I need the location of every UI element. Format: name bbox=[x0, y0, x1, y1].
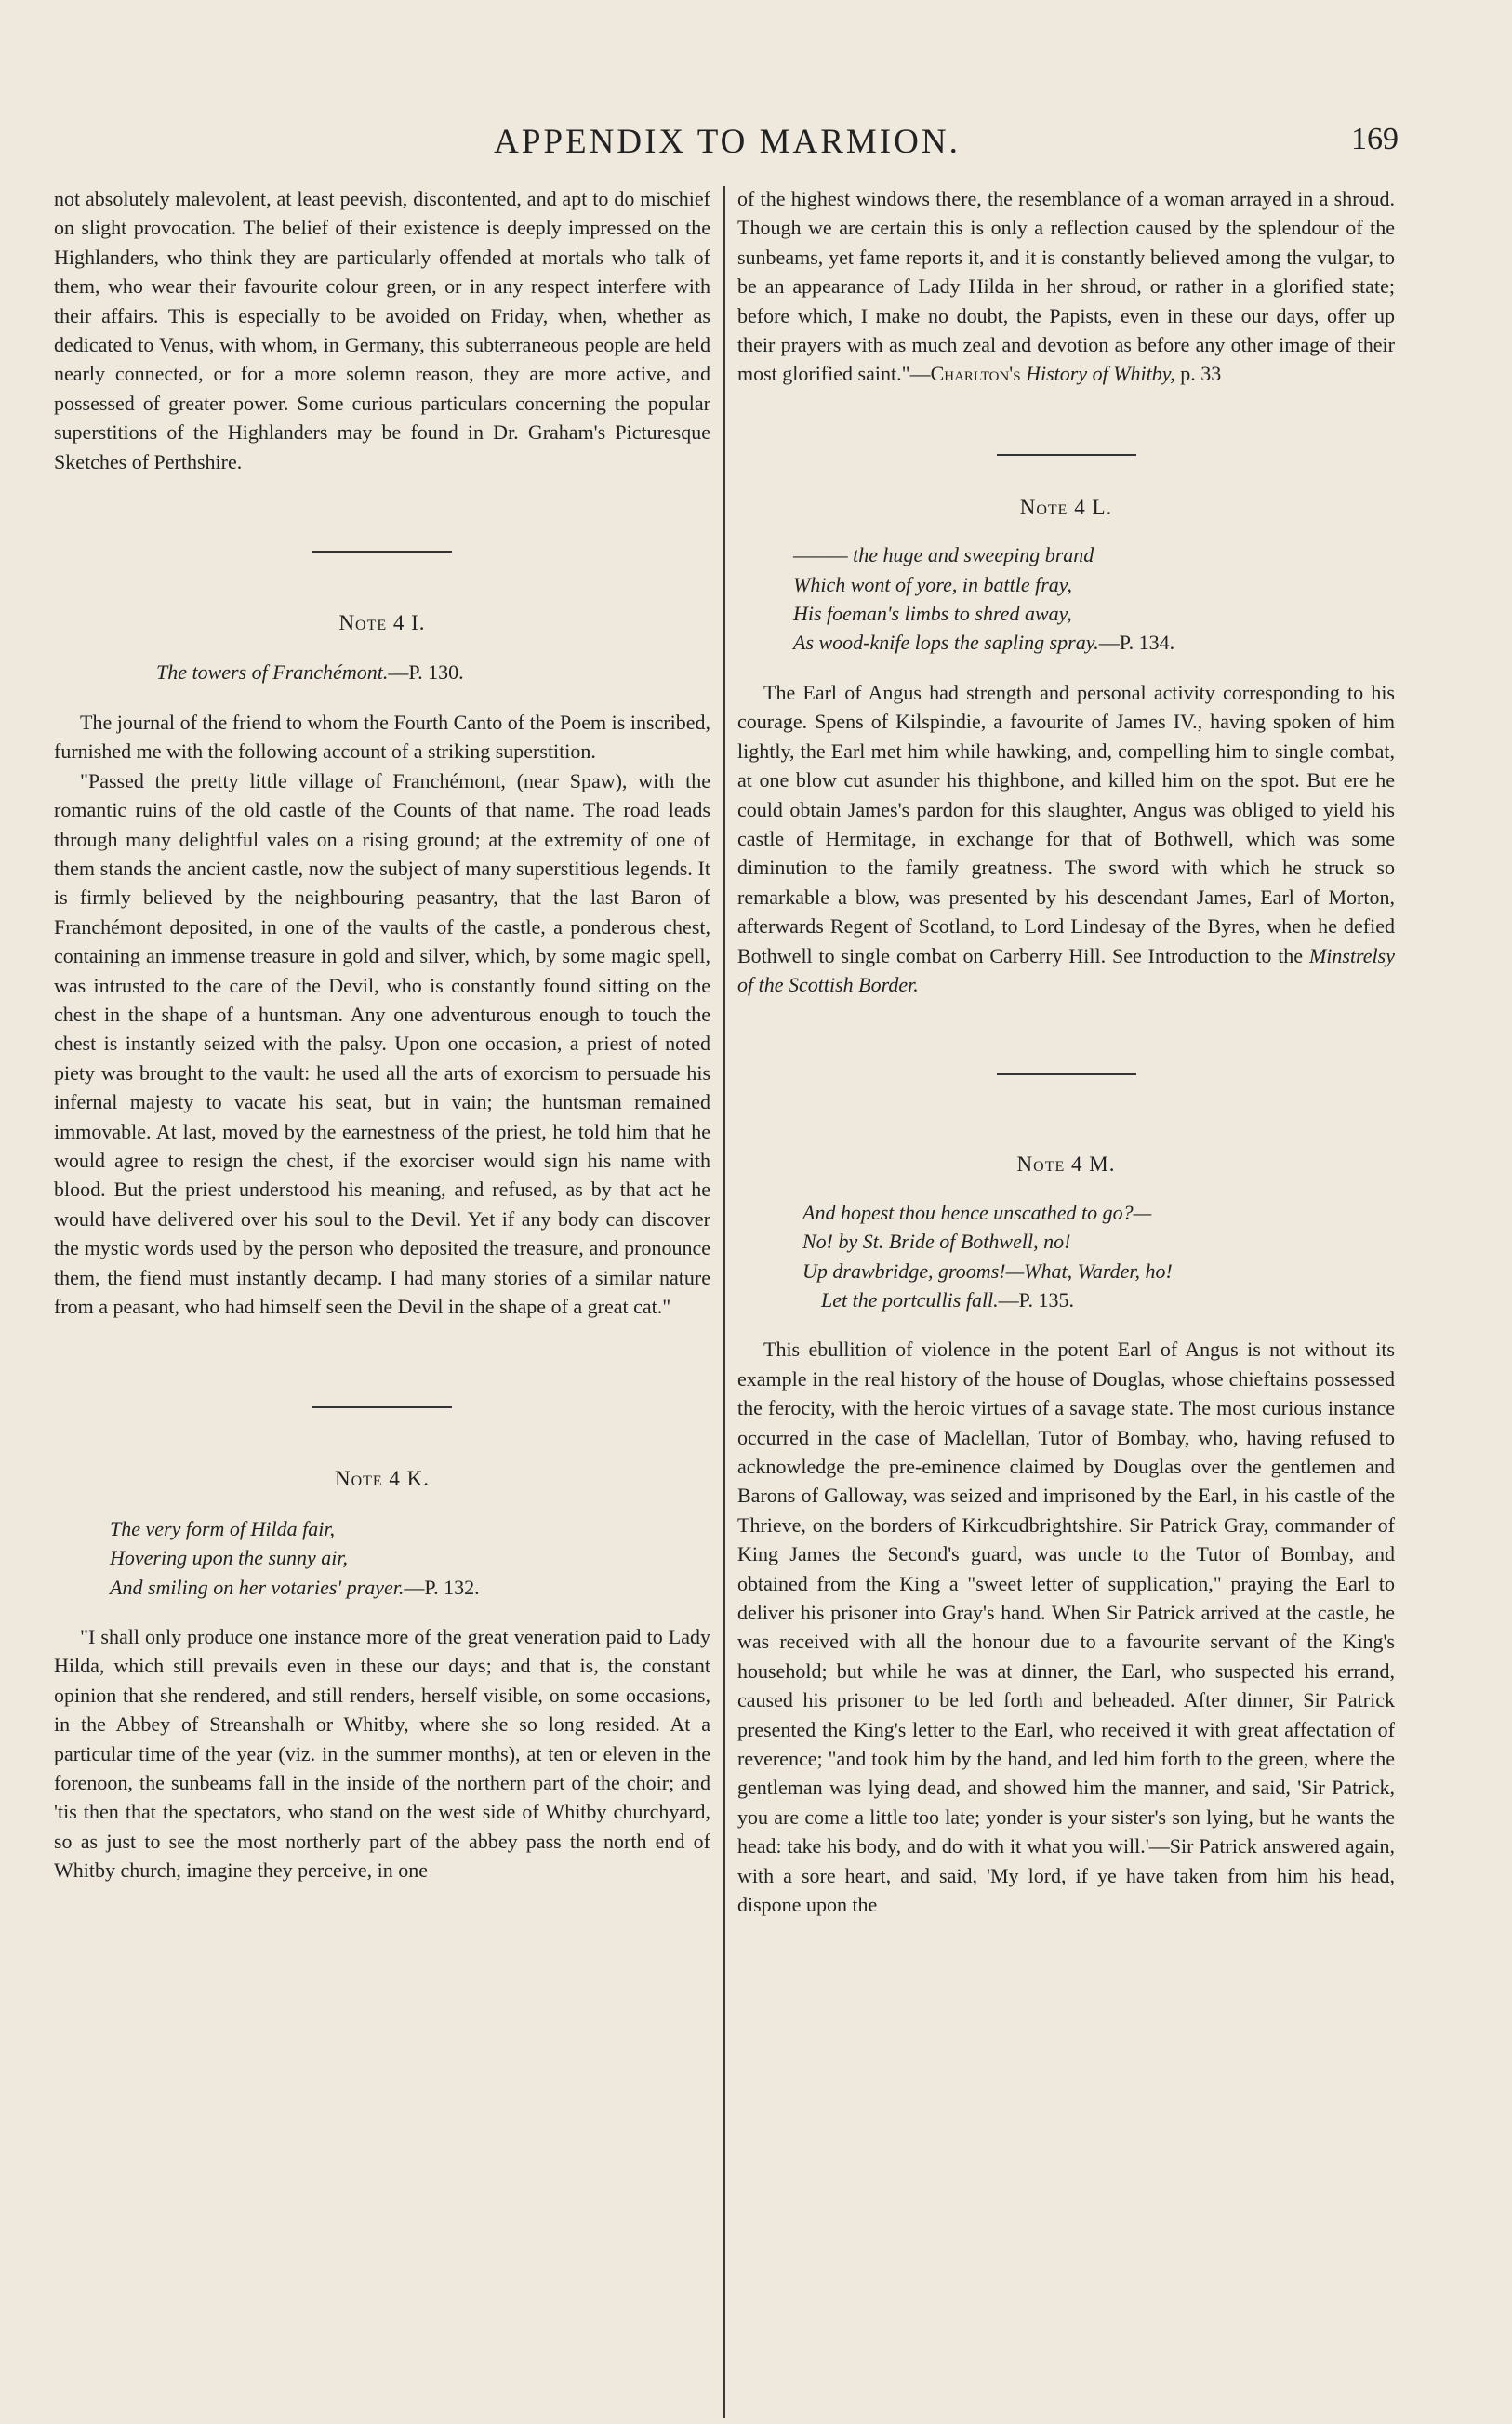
paragraph-text: of the highest windows there, the resemblance of a woman arrayed in a shroud. Though we are certain this is only a reflection caused by the splendour of the sunbeams, yet fame reports it, and it is constantly believed among the vulgar, to be an appearance of Lady Hilda in her shroud, or rather in a glorified state; before which, I make no doubt, the Papists, even in these our days, offer up their prayers with as much zeal and devotion as before any other image of their most glorified saint."— bbox=[737, 187, 1395, 386]
paragraph: The journal of the friend to whom the Fourth Canto of the Poem is inscribed, furnished me with the following account of a striking superstition. bbox=[54, 710, 710, 764]
verse-line bbox=[737, 628, 1395, 657]
epigraph-text: The towers of Franchémont. bbox=[156, 660, 389, 685]
page-header bbox=[54, 116, 1400, 168]
continued-paragraph: not absolutely malevolent, at least peevish, discontented, and apt to do mischief on slight provocation. The belief of their existence is deeply impressed on the Highlanders, who think they are particularly offended at mortals who talk of them, who wear their favourite colour green, or in any respect interfere with their affairs. This is especially to be avoided on Friday, when, whether as dedicated to Venus, with whom, in Germany, this subterraneous people are held nearly connected, or for a more solemn reason, they are more active, and possessed of greater power. Some curious particulars concerning the popular superstitions of the Highlanders may be found in Dr. Graham's Picturesque Sketches of Perthshire. bbox=[54, 187, 710, 473]
running-title: APPENDIX TO MARMION. bbox=[494, 123, 961, 161]
verse-ref: —P. 134. bbox=[1098, 631, 1175, 655]
verse-line bbox=[737, 1285, 1395, 1314]
paragraph: "I shall only produce one instance more of the great veneration paid to Lady Hilda, which still prevails even in these our days; and that is, the constant opinion that she rendered, and still renders, herself visible, on some occasions, in the Abbey of Streanshalh or Whitby, where she so long resided. At a particular time of the year (viz. in the summer months), at ten or eleven in the forenoon, the sunbeams fall in the inside of the northern part of the choir; and 'tis then that the spectators, who stand on the west side of Whitby churchyard, so as just to see the most northerly part of the abbey pass the north end of Whitby church, imagine they perceive, in one bbox=[54, 1625, 710, 1883]
verse-line bbox=[54, 1573, 710, 1602]
note-heading-4k: Note 4 K. bbox=[334, 1467, 431, 1491]
note-heading-4i: Note 4 I. bbox=[338, 611, 426, 635]
epigraph-ref: —P. 130. bbox=[388, 660, 464, 685]
verse-line: And hopest thou hence unscathed to go?— bbox=[802, 1200, 1152, 1224]
verse-line: No! by St. Bride of Bothwell, no! bbox=[802, 1230, 1071, 1254]
paragraph: "Passed the pretty little village of Franchémont, (near Spaw), with the romantic ruins of the old castle of the Counts of that name. The road leads through many delightful vales on a rising ground; at the extremity of one of them stands the ancient castle, now the subject of many superstitious legends. It is firmly believed by the neighbouring peasantry, that the last Baron of Franchémont deposited, in one of the vaults of the castle, a ponderous chest, containing an immense treasure in gold and silver, which, by some magic spell, was intrusted to the care of the Devil, who is constantly found sitting on the chest in the shape of a huntsman. Any one adventurous enough to touch the chest is instantly seized with the palsy. Upon one occasion, a priest of noted piety was brought to the vault: he used all the arts of exorcism to persuade his infernal majesty to vacate his seat, but in vain; the huntsman remained immovable. At last, moved by the earnestness of the priest, he told him that he would agree to resign the chest, if the exorciser would sign his name with blood. But the priest understood his meaning, and refused, as by that act he would have delivered over his soul to the Devil. Yet if any body can discover the mystic words used by the person who deposited the treasure, and pronounce them, the fiend must instantly decamp. I had many stories of a similar nature from a peasant, who had himself seen the Devil in the shape of a great cat." bbox=[54, 768, 710, 1318]
verse-text: Let the portcullis fall. bbox=[821, 1287, 999, 1312]
note-heading-4l: Note 4 L. bbox=[1019, 495, 1113, 519]
verse-ref: —P. 135. bbox=[998, 1287, 1074, 1312]
verse-text: And smiling on her votaries' prayer. bbox=[110, 1575, 405, 1599]
verse-line: The very form of Hilda fair, bbox=[110, 1516, 335, 1540]
column-divider bbox=[723, 186, 725, 2418]
verse-line: Up drawbridge, grooms!—What, Warder, ho! bbox=[802, 1259, 1173, 1283]
left-column bbox=[54, 184, 710, 1885]
verse-line: ——— the huge and sweeping brand bbox=[793, 543, 1094, 567]
author-name: Charlton's bbox=[930, 362, 1021, 386]
paragraph-text: The Earl of Angus had strength and personal activity corresponding to his courage. Spens of Kilspindie, a favourite of James IV., having spoken of him lightly, the Earl met him while hawking, and, compelling him to single combat, at one blow cut asunder his thighbone, and killed him on the spot. But ere he could obtain James's pardon for this slaughter, Angus was obliged to yield his castle of Hermitage, in exchange for that of Bothwell, which was some diminution to the family greatness. The sword with which he struck so remarkable a blow, was presented by his descendant James, Earl of Morton, afterwards Regent of Scotland, to Lord Lindesay of the Byres, when he defied Bothwell to single combat on Carberry Hill. See Introduction to the bbox=[737, 680, 1395, 967]
work-title: Minstrelsy of the Scottish Border. bbox=[737, 943, 1395, 996]
verse-line: Hovering upon the sunny air, bbox=[110, 1546, 349, 1570]
page-ref: p. 33 bbox=[1180, 362, 1222, 386]
verse-line: Which wont of yore, in battle fray, bbox=[793, 572, 1072, 596]
page-number: 169 bbox=[1351, 122, 1399, 156]
paragraph bbox=[737, 678, 1395, 999]
epigraph-4i bbox=[54, 658, 710, 686]
verse-ref: —P. 132. bbox=[404, 1575, 480, 1599]
right-column bbox=[737, 184, 1395, 1920]
verse-line: His foeman's limbs to shred away, bbox=[793, 602, 1072, 626]
paragraph: This ebullition of violence in the potent Earl of Angus is not without its example in the real history of the house of Douglas, whose chieftains possessed the ferocity, with the heroic virtues of a savage state. The most curious instance occurred in the case of Maclellan, Tutor of Bombay, who, having refused to acknowledge the pre-eminence claimed by Douglas over the gentlemen and Barons of Galloway, was seized and imprisoned by the Earl, in his castle of the Thrieve, on the borders of Kirkcudbrightshire. Sir Patrick Gray, commander of King James the Second's guard, was uncle to the Tutor of Bombay, and obtained from the King a "sweet letter of supplication," praying the Earl to deliver his prisoner into Gray's hand. When Sir Patrick arrived at the castle, he was received with all the honour due to a favourite servant of the King's household; but while he was at dinner, the Earl, who suspected his errand, caused his prisoner to be led forth and beheaded. After dinner, Sir Patrick presented the King's letter to the Earl, who received it with great affectation of reverence; "and took him by the hand, and led him forth to the green, where the gentleman was lying dead, and showed him the manner, and said, 'Sir Patrick, you are come a little too late; yonder is your sister's son lying, but he wants the head: take his body, and do with it what you will.'—Sir Patrick answered again, with a sore heart, and said, 'My lord, if ye have taken from him his head, dispone upon the bbox=[737, 1338, 1395, 1917]
work-title: History of Whitby, bbox=[1026, 362, 1175, 386]
verse-text: As wood-knife lops the sapling spray. bbox=[793, 631, 1099, 655]
continued-paragraph bbox=[737, 184, 1395, 389]
note-heading-4m: Note 4 M. bbox=[1016, 1152, 1116, 1177]
